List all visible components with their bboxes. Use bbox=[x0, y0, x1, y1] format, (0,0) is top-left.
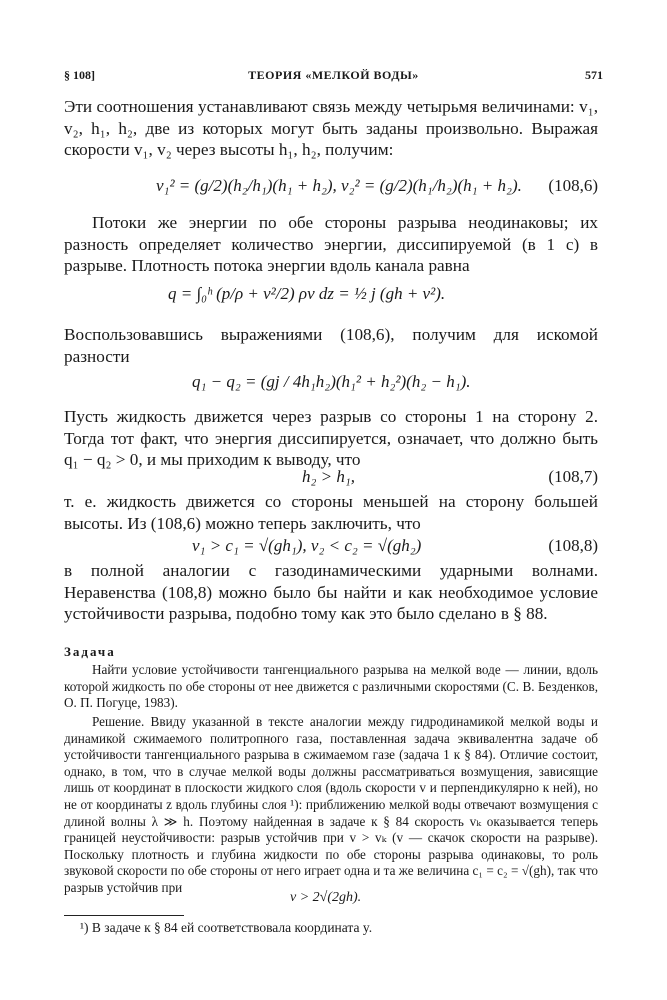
equation-108-6 bbox=[64, 176, 598, 204]
solution-text: Решение. Ввиду указанной в тексте аналогии между гидродинамикой мелкой воды и динамикой сжимаемого политропного газа, поставленная задача эквивалентна задаче об устойчивости тангенциального разрыва в сжимаемом газе (задача 1 к § 84). Отличие состоит, однако, в том, что в случае мелкой воды должны рассматриваться возмущения, зависящие лишь от координат в плоскости жидкого слоя (вдоль скорости v и перпендикулярно к ней), но не от координаты z вдоль глубины слоя ¹): приближению мелкой воды отвечают возмущения с длиной волны λ ≫ h. Поэтому найденная в задаче к § 84 скорость vₖ оказывается теперь границей неустойчивости: разрыв устойчив при v > vₖ (v — скачок скорости на разрыве). Поскольку плотность и глубина жидкости по обе стороны разрыва одинаковы, то роль звуковой скорости по обе стороны от него играет одна и та же величина c₁ = c₂ = √(gh), так что разрыв устойчив при bbox=[64, 714, 598, 895]
equation-formula: h₂ > h₁, bbox=[302, 467, 356, 486]
problem-text: Найти условие устойчивости тангенциального разрыва на мелкой воде — линии, вдоль которой жидкость по обе стороны от нее движется с различными скоростями (С. В. Безденков, О. П. Погуце, 1983). bbox=[64, 662, 598, 711]
running-header bbox=[64, 68, 603, 86]
equation-number: (108,6) bbox=[548, 176, 598, 195]
footnote-rule bbox=[64, 915, 184, 916]
solution-final-equation bbox=[64, 890, 598, 910]
paragraph-2: Потоки же энергии по обе стороны разрыва неодинаковы; их разность определяет количество энергии, диссипируемой (в 1 с) в разрыве. Плотность потока энергии вдоль канала равна bbox=[64, 213, 598, 275]
footnote: ¹) В задаче к § 84 ей соответствовала координата y. bbox=[80, 920, 373, 935]
equation-number: (108,8) bbox=[548, 536, 598, 555]
paragraph-3: Воспользовавшись выражениями (108,6), получим для искомой разности bbox=[64, 325, 598, 366]
paragraph-4: Пусть жидкость движется через разрыв со стороны 1 на сторону 2. Тогда тот факт, что энергия диссипируется, означает, что должно быть q₁ − q₂ > 0, и мы приходим к выводу, что bbox=[64, 407, 598, 469]
equation-formula: v > 2√(2gh). bbox=[290, 890, 362, 905]
equation-formula: v₁ > c₁ = √(gh₁), v₂ < c₂ = √(gh₂) bbox=[192, 536, 422, 555]
page-number: 571 bbox=[585, 68, 603, 82]
equation-formula: v₁² = (g/2)(h₂/h₁)(h₁ + h₂), v₂² = (g/2)(h₁/h₂)(h₁ + h₂). bbox=[156, 176, 522, 195]
equation-number: (108,7) bbox=[548, 467, 598, 486]
paragraph-1: Эти соотношения устанавливают связь между четырьмя величинами: v₁, v₂, h₁, h₂, две из которых могут быть заданы произвольно. Выражая скорости v₁, v₂ через высоты h₁, h₂, получим: bbox=[64, 97, 598, 159]
paragraph-6: в полной аналогии с газодинамическими ударными волнами. Неравенства (108,8) можно было бы найти и как необходимое условие устойчивости разрыва, подобно тому как это было сделано в § 88. bbox=[64, 561, 598, 623]
paragraph-5: т. е. жидкость движется со стороны меньшей на сторону большей высоты. Из (108,6) можно теперь заключить, что bbox=[64, 492, 598, 533]
equation-formula: q₁ − q₂ = (gj / 4h₁h₂)(h₁² + h₂²)(h₂ − h₁). bbox=[192, 372, 471, 391]
equation-formula: q = ∫₀ʰ (p/ρ + v²/2) ρv dz = ½ j (gh + v²). bbox=[168, 284, 446, 303]
problem-label: Задача bbox=[64, 644, 116, 659]
running-title: ТЕОРИЯ «МЕЛКОЙ ВОДЫ» bbox=[248, 68, 419, 82]
equation-energy-flux bbox=[64, 284, 598, 312]
section-ref: § 108] bbox=[64, 68, 95, 82]
equation-flux-difference bbox=[64, 372, 598, 400]
